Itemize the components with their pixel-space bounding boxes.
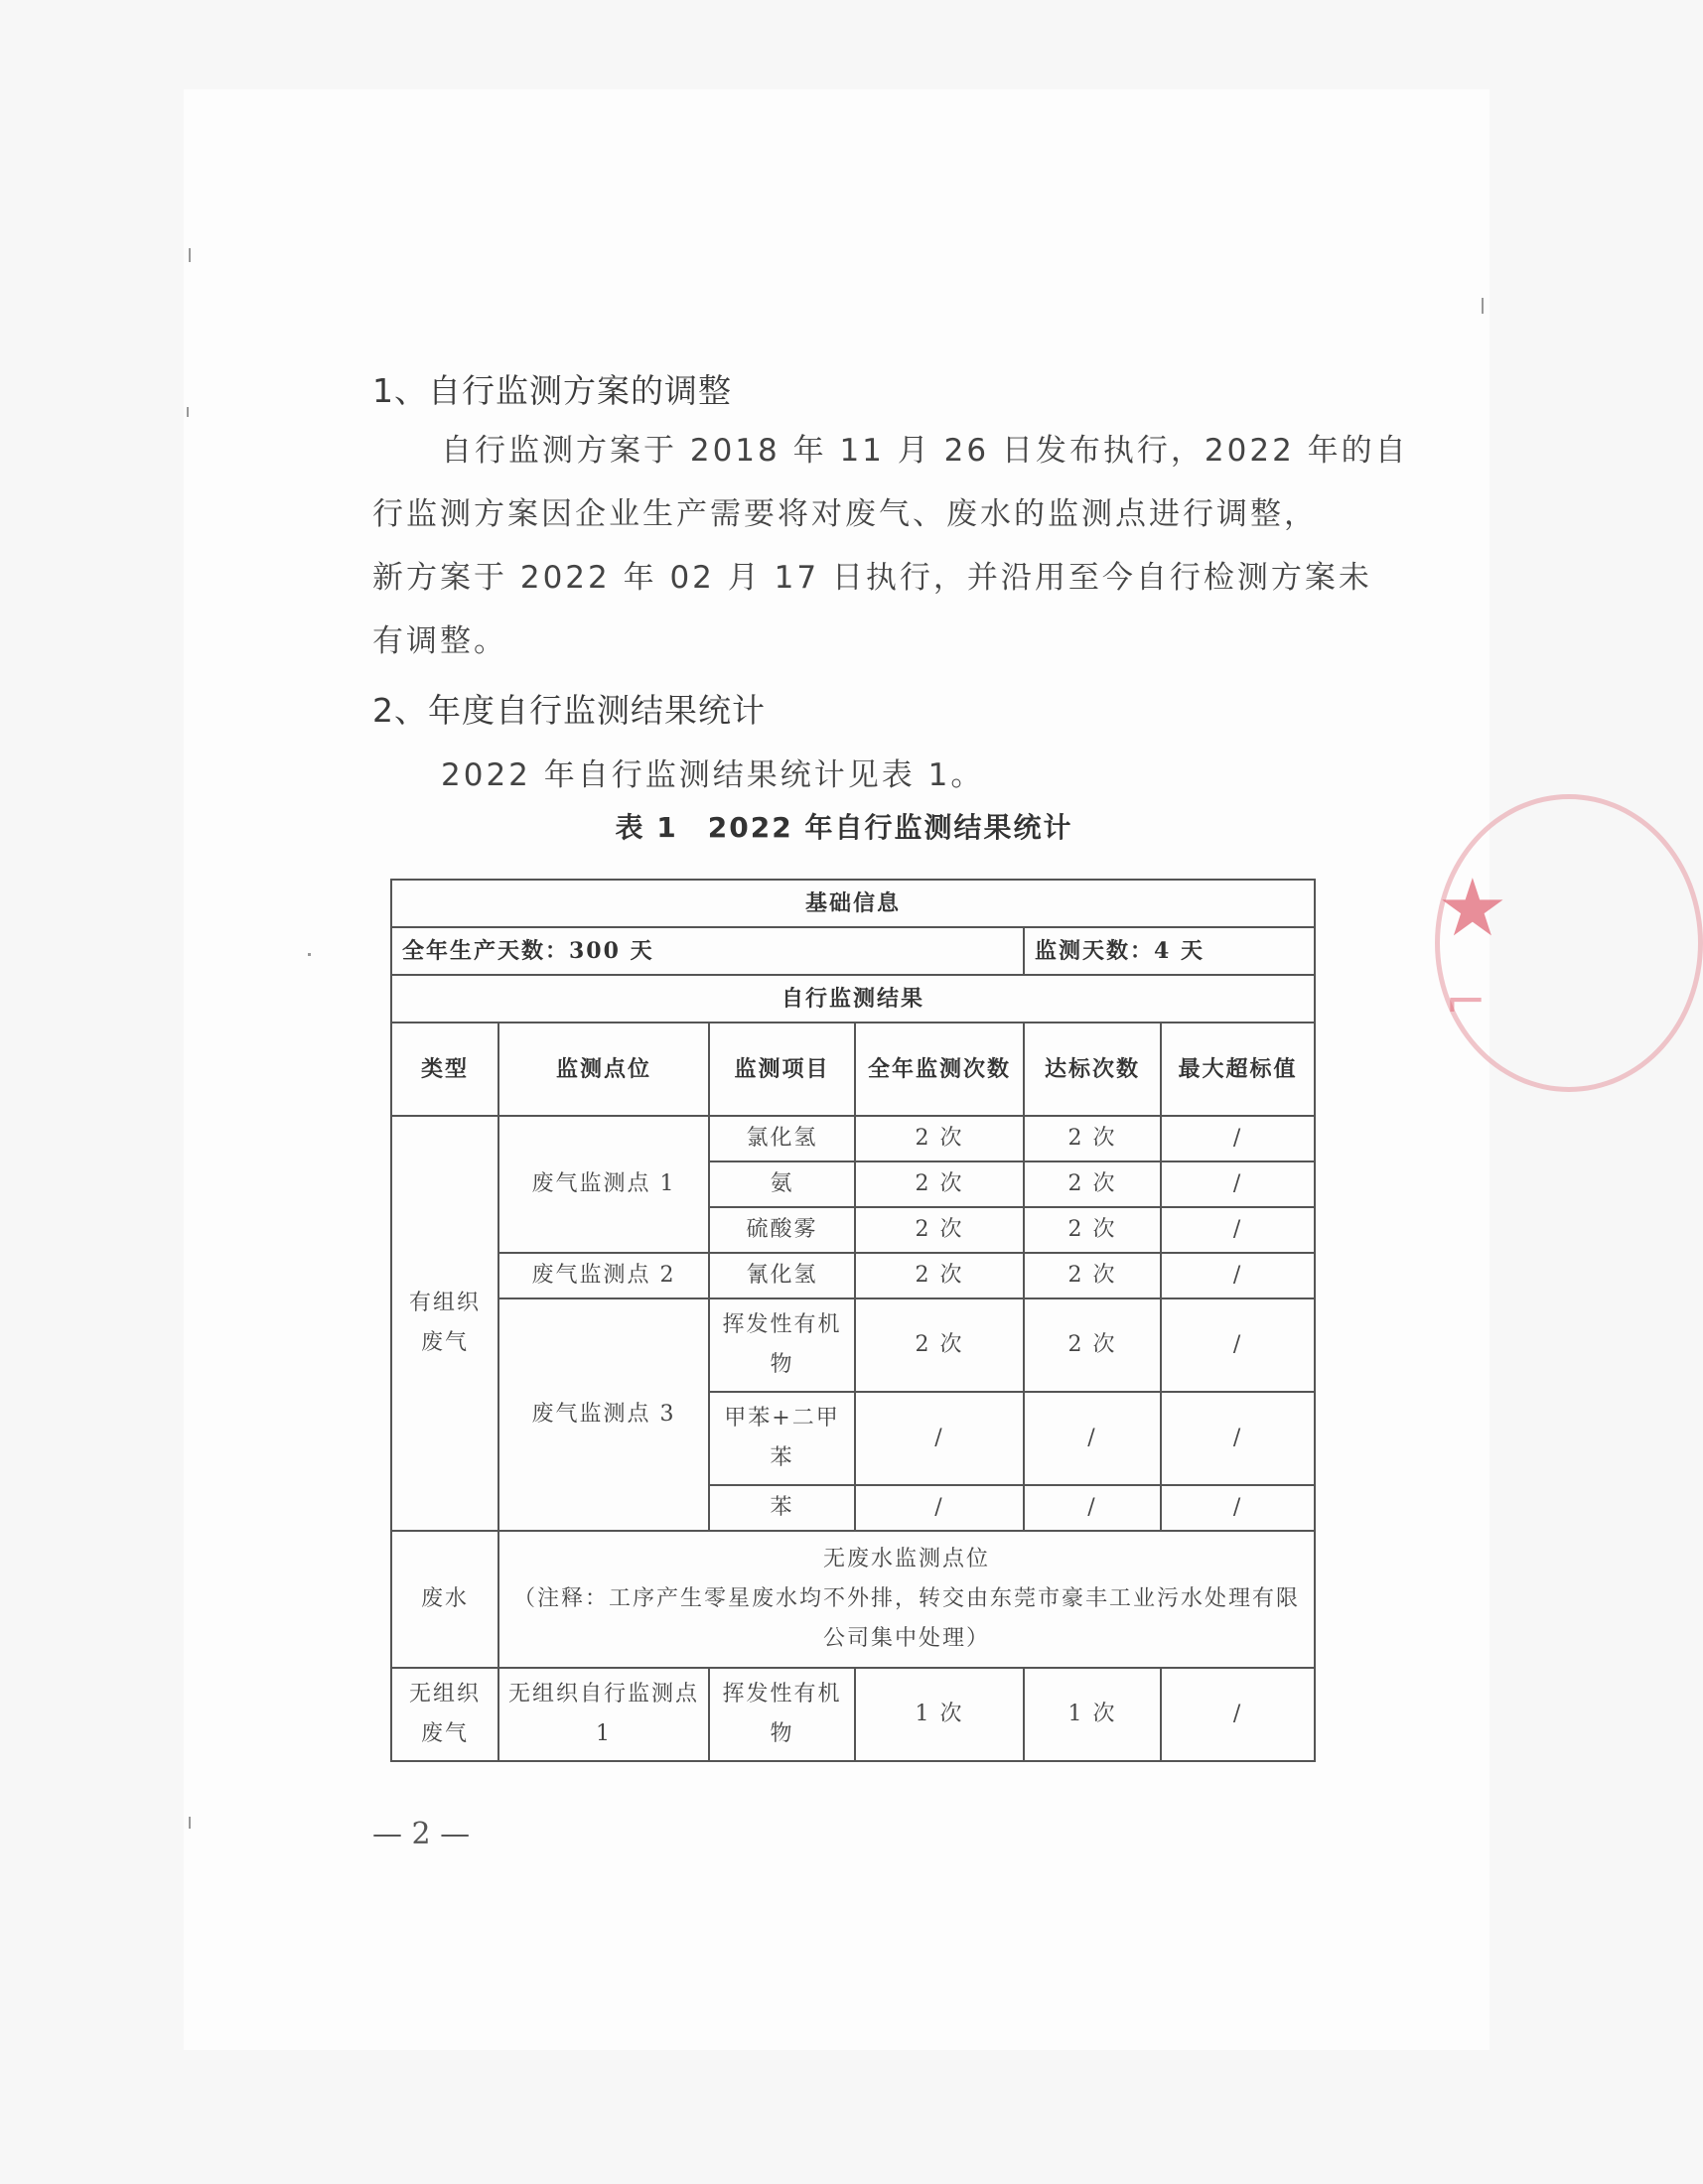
total-cell: 2 次 [855, 1298, 1024, 1392]
header-point: 监测点位 [498, 1023, 709, 1116]
table-row [391, 1253, 1315, 1298]
item-cell: 氰化氢 [709, 1253, 855, 1298]
table-row [391, 1531, 1315, 1668]
max-exceed-cell: / [1161, 1298, 1315, 1392]
total-cell: 2 次 [855, 1207, 1024, 1253]
production-days: 全年生产天数：300 天 [391, 927, 1024, 975]
max-exceed-cell: / [1161, 1207, 1315, 1253]
paragraph-line-2: 行监测方案因企业生产需要将对废气、废水的监测点进行调整， [372, 496, 1318, 532]
item-cell: 氯化氢 [709, 1116, 855, 1161]
point-name: 废气监测点 2 [498, 1253, 709, 1298]
total-cell: / [855, 1485, 1024, 1531]
paragraph-line-4: 有调整。 [372, 623, 507, 659]
passed-cell: 2 次 [1024, 1253, 1161, 1298]
passed-cell: 1 次 [1024, 1668, 1161, 1761]
type-wastewater: 废水 [391, 1531, 498, 1668]
total-cell: 2 次 [855, 1161, 1024, 1207]
table-row [391, 1298, 1315, 1392]
table-row [391, 1668, 1315, 1761]
max-exceed-cell: / [1161, 1392, 1315, 1485]
item-cell: 硫酸雾 [709, 1207, 855, 1253]
seal-fragment: ⌐ [1445, 973, 1487, 1030]
header-passed-count: 达标次数 [1024, 1023, 1161, 1116]
basic-info-title: 基础信息 [391, 880, 1315, 927]
item-cell: 甲苯+二甲苯 [709, 1392, 855, 1485]
item-cell: 苯 [709, 1485, 855, 1531]
item-cell: 挥发性有机物 [709, 1298, 855, 1392]
item-cell: 氨 [709, 1161, 855, 1207]
max-exceed-cell: / [1161, 1116, 1315, 1161]
results-title: 自行监测结果 [391, 975, 1315, 1023]
passed-cell: 2 次 [1024, 1161, 1161, 1207]
scan-speck [189, 248, 191, 262]
point-name: 废气监测点 1 [498, 1116, 709, 1253]
header-total-count: 全年监测次数 [855, 1023, 1024, 1116]
scan-speck [189, 1817, 191, 1829]
table-row [391, 1116, 1315, 1161]
type-organized-gas: 有组织废气 [391, 1116, 498, 1531]
monitoring-results-table [390, 879, 1316, 1762]
seal-star-icon: ★ [1437, 862, 1508, 954]
passed-cell: / [1024, 1485, 1161, 1531]
wastewater-no-point: 无废水监测点位 [823, 1547, 991, 1571]
passed-cell: 2 次 [1024, 1298, 1161, 1392]
passed-cell: 2 次 [1024, 1207, 1161, 1253]
section-2-intro: 2022 年自行监测结果统计见表 1。 [441, 757, 985, 793]
point-name: 无组织自行监测点 1 [498, 1668, 709, 1761]
header-max-exceed: 最大超标值 [1161, 1023, 1315, 1116]
header-item: 监测项目 [709, 1023, 855, 1116]
paragraph-line-1: 自行监测方案于 2018 年 11 月 26 日发布执行，2022 年的自 [441, 433, 1409, 469]
monitoring-days: 监测天数：4 天 [1024, 927, 1315, 975]
total-cell: 2 次 [855, 1116, 1024, 1161]
header-type: 类型 [391, 1023, 498, 1116]
total-cell: / [855, 1392, 1024, 1485]
paragraph-line-3: 新方案于 2022 年 02 月 17 日执行，并沿用至今自行检测方案未 [372, 560, 1372, 596]
max-exceed-cell: / [1161, 1161, 1315, 1207]
item-cell: 挥发性有机物 [709, 1668, 855, 1761]
page-number: — 2 — [372, 1817, 471, 1851]
max-exceed-cell: / [1161, 1485, 1315, 1531]
scan-speck [187, 407, 189, 417]
max-exceed-cell: / [1161, 1668, 1315, 1761]
section-1-heading: 1、自行监测方案的调整 [372, 371, 732, 410]
wastewater-annotation: （注释：工序产生零星废水均不外排，转交由东莞市豪丰工业污水处理有限公司集中处理） [513, 1586, 1301, 1651]
total-cell: 2 次 [855, 1253, 1024, 1298]
table-caption: 表 1 2022 年自行监测结果统计 [615, 811, 1073, 844]
point-name: 废气监测点 3 [498, 1298, 709, 1531]
section-2-heading: 2、年度自行监测结果统计 [372, 691, 766, 730]
type-unorganized-gas: 无组织废气 [391, 1668, 498, 1761]
scan-speck [1482, 298, 1484, 314]
passed-cell: 2 次 [1024, 1116, 1161, 1161]
passed-cell: / [1024, 1392, 1161, 1485]
wastewater-note [498, 1531, 1315, 1668]
scan-speck [308, 953, 311, 956]
total-cell: 1 次 [855, 1668, 1024, 1761]
max-exceed-cell: / [1161, 1253, 1315, 1298]
